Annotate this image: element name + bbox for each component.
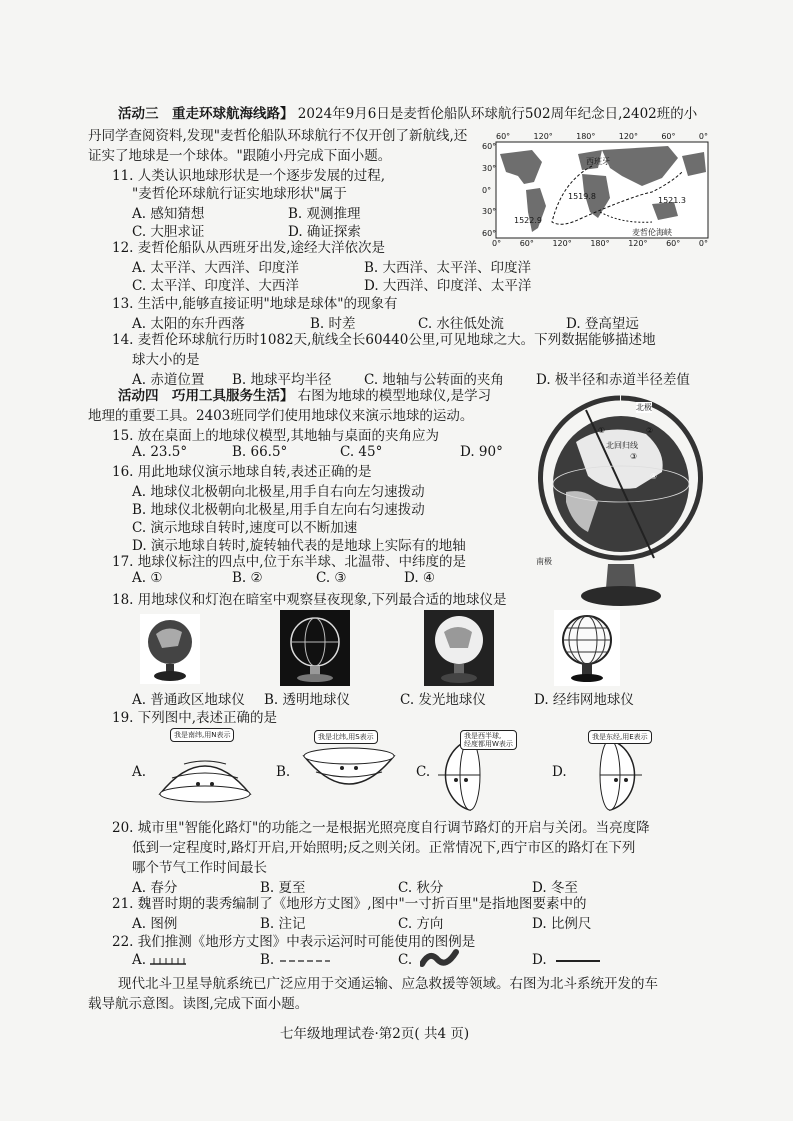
q21-option-b: B. 注记 [260, 916, 306, 932]
map-left-label: 30° [482, 207, 497, 217]
q12-option-b: B. 大西洋、太平洋、印度洋 [364, 260, 532, 276]
globe-marker-4: ④ [650, 472, 658, 481]
map-left-labels [482, 142, 496, 238]
map-left-label: 0° [482, 185, 492, 195]
globe-tropic-label: 北回归线 [606, 441, 638, 450]
map-left-label: 30° [482, 163, 497, 173]
q16-stem: 16. 用此地球仪演示地球自转,表述正确的是 [112, 464, 372, 480]
q12-option-c: C. 太平洋、印度洋、大西洋 [132, 278, 299, 294]
q11-option-d: D. 确证探索 [288, 224, 361, 240]
q22-legend-d [556, 956, 600, 966]
q11-option-b: B. 观测推理 [288, 206, 361, 222]
q20-option-b: B. 夏至 [260, 880, 306, 896]
page-footer: 七年级地理试卷·第2页( 共4 页) [280, 1026, 470, 1042]
map-top-label: 60° [661, 132, 676, 141]
q13-option-d: D. 登高望远 [566, 316, 639, 332]
q20-option-d: D. 冬至 [532, 880, 578, 896]
q17-option-c: C. ③ [316, 570, 347, 586]
q22-option-c: C. [398, 952, 413, 968]
activity4-title: 活动四 巧用工具服务生活】 [118, 388, 294, 404]
q19-diagram-c [430, 728, 540, 812]
q13-option-c: C. 水往低处流 [418, 316, 504, 332]
beidou-intro-line2: 载导航示意图。读图,完成下面小题。 [88, 996, 309, 1012]
map-label-strait: 麦哲伦海峡 [632, 228, 672, 237]
map-top-label: 180° [576, 132, 596, 141]
q15-stem: 15. 放在桌面上的地球仪模型,其地轴与桌面的夹角应为 [112, 428, 440, 444]
q19-diagram-a [150, 728, 260, 808]
map-bottom-labels [492, 239, 708, 248]
activity3-title: 活动三 重走环球航海线路】 [118, 106, 294, 122]
q17-option-d: D. ④ [404, 570, 436, 586]
q15-option-c: C. 45° [340, 444, 383, 460]
q14-option-c: C. 地轴与公转面的夹角 [364, 372, 504, 388]
map-bottom-label: 0° [492, 239, 502, 248]
q20-option-a: A. 春分 [132, 880, 178, 896]
q11-stem: 11. 人类认识地球形状是一个逐步发展的过程, [112, 168, 386, 184]
q15-option-a: A. 23.5° [132, 444, 188, 460]
map-bottom-label: 120° [628, 239, 648, 248]
q16-option-d: D. 演示地球自转时,旋转轴代表的是地球上实际有的地轴 [132, 538, 466, 554]
q14-option-a: A. 赤道位置 [132, 372, 205, 388]
map-route-date: 1521.3 [658, 196, 686, 205]
map-top-label: 60° [496, 132, 511, 141]
q12-stem: 12. 麦哲伦船队从西班牙出发,途经大洋依次是 [112, 240, 386, 256]
q18-option-c: C. 发光地球仪 [400, 692, 486, 708]
q21-option-c: C. 方向 [398, 916, 444, 932]
q16-option-a: A. 地球仪北极朝向北极星,用手自右向左匀速拨动 [132, 484, 425, 500]
q12-option-a: A. 太平洋、大西洋、印度洋 [132, 260, 299, 276]
glowing-globe-image [424, 610, 494, 686]
q22-stem: 22. 我们推测《地形方丈图》中表示运河时可能使用的图例是 [112, 934, 476, 950]
world-map-figure [482, 132, 714, 250]
q19-bubble-a: 我是南纬,用N表示 [170, 728, 234, 742]
q17-option-a: A. ① [132, 570, 163, 586]
q19-bubble-d: 我是东经,用E表示 [588, 730, 652, 744]
map-bottom-label: 60° [519, 239, 534, 248]
q11-option-c: C. 大胆求证 [132, 224, 205, 240]
globe-marker-2: ② [646, 426, 654, 435]
q13-option-b: B. 时差 [310, 316, 356, 332]
q14-option-d: D. 极半径和赤道半径差值 [536, 372, 690, 388]
activity3-intro: 2024年9月6日是麦哲伦船队环球航行502周年纪念日,2402班的小 [297, 106, 698, 122]
q18-option-d: D. 经纬网地球仪 [534, 692, 634, 708]
q19-stem: 19. 下列图中,表述正确的是 [112, 710, 278, 726]
map-top-label: 120° [533, 132, 553, 141]
activity3-intro-line1 [118, 104, 697, 124]
globe-marker-1: ① [598, 426, 606, 435]
q20-stem: 20. 城市里"智能化路灯"的功能之一是根据光照亮度自行调节路灯的开启与关闭。当亮度降 [112, 820, 650, 836]
q17-stem: 17. 地球仪标注的四点中,位于东半球、北温带、中纬度的是 [112, 554, 467, 570]
activity4-intro-line2: 地理的重要工具。2403班同学们使用地球仪来演示地球的运动。 [88, 408, 474, 424]
magellan-route-map [482, 132, 714, 250]
q15-option-b: B. 66.5° [232, 444, 288, 460]
map-route-date: 1519.8 [568, 192, 596, 201]
map-top-label: 120° [618, 132, 639, 141]
q19-bubble-b: 我是北纬,用S表示 [314, 730, 378, 744]
q22-option-d: D. [532, 952, 547, 968]
q19-bubble-c-line1: 我是西半球, [464, 732, 502, 740]
q16-option-b: B. 地球仪北极朝向北极星,用手自左向右匀速拨动 [132, 502, 425, 518]
q21-stem: 21. 魏晋时期的裴秀编制了《地形方丈图》,图中"一寸折百里"是指地图要素中的 [112, 896, 587, 912]
q20-stem-line2: 低到一定程度时,路灯开启,开始照明;反之则关闭。正常情况下,西宁市区的路灯在下列 [132, 840, 636, 856]
q12-option-d: D. 大西洋、印度洋、太平洋 [364, 278, 532, 294]
map-top-labels [496, 132, 708, 141]
activity4-intro: 右图为地球的模型地球仪,是学习 [297, 388, 492, 404]
activity4-intro-line1 [118, 386, 491, 406]
q22-option-b: B. [260, 952, 275, 968]
q13-stem: 13. 生活中,能够直接证明"地球是球体"的现象有 [112, 296, 398, 312]
globe-south-label: 南极 [536, 557, 552, 566]
q19-option-b: B. [276, 764, 291, 780]
q20-option-c: C. 秋分 [398, 880, 444, 896]
graticule-globe-image [554, 610, 620, 686]
map-top-label: 0° [698, 132, 708, 141]
q19-bubble-c [460, 730, 517, 750]
globe-marker-3: ③ [630, 452, 638, 461]
q20-stem-line3: 哪个节气工作时间最长 [132, 860, 267, 876]
q11-stem-cont: "麦哲伦环球航行证实地球形状"属于 [132, 186, 347, 202]
q19-bubble-c-line2: 经度都用W表示 [464, 740, 513, 748]
beidou-intro-line1: 现代北斗卫星导航系统已广泛应用于交通运输、应急救援等领域。右图为北斗系统开发的车 [118, 976, 658, 992]
q22-legend-a [150, 956, 186, 966]
q22-legend-c [420, 946, 460, 970]
q18-option-b: B. 透明地球仪 [264, 692, 351, 708]
q19-diagram-d [570, 728, 680, 812]
map-left-label: 60° [482, 142, 497, 151]
q22-option-a: A. [132, 952, 147, 968]
q14-stem: 14. 麦哲伦环球航行历时1082天,航线全长60440公里,可见地球之大。下列数据能够描述地 [112, 332, 656, 348]
q18-stem: 18. 用地球仪和灯泡在暗室中观察昼夜现象,下列最合适的地球仪是 [112, 592, 507, 608]
activity3-intro-line2: 丹同学查阅资料,发现"麦哲伦船队环球航行不仅开创了新航线,还 [88, 128, 468, 144]
q14-stem-cont: 球大小的是 [132, 352, 200, 368]
map-bottom-label: 60° [666, 239, 681, 248]
map-bottom-label: 180° [590, 239, 610, 248]
q17-option-b: B. ② [232, 570, 263, 586]
globe-illustration [536, 392, 706, 614]
q18-option-a: A. 普通政区地球仪 [132, 692, 245, 708]
q21-option-a: A. 图例 [132, 916, 178, 932]
q15-option-d: D. 90° [460, 444, 503, 460]
map-bottom-label: 120° [552, 239, 572, 248]
political-globe-image [140, 614, 200, 684]
activity3-intro-line3: 证实了地球是一个球体。"跟随小丹完成下面小题。 [88, 148, 392, 164]
q22-legend-b [280, 956, 330, 966]
q16-option-c: C. 演示地球自转时,速度可以不断加速 [132, 520, 358, 536]
globe-figure [536, 392, 706, 614]
q11-option-a: A. 感知猜想 [132, 206, 205, 222]
q13-option-a: A. 太阳的东升西落 [132, 316, 245, 332]
map-label-spain: 西班牙 [586, 157, 610, 166]
q14-option-b: B. 地球平均半径 [232, 372, 332, 388]
q21-option-d: D. 比例尺 [532, 916, 592, 932]
q19-diagram-b [294, 728, 404, 808]
map-bottom-label: 0° [698, 239, 708, 248]
q19-option-c: C. [416, 764, 431, 780]
globe-north-label: 北极 [636, 403, 652, 412]
map-left-label: 60° [482, 229, 497, 238]
q19-option-a: A. [132, 764, 147, 780]
transparent-globe-image [280, 610, 350, 686]
q19-option-d: D. [552, 764, 567, 780]
map-route-date: 1522.9 [514, 216, 542, 225]
